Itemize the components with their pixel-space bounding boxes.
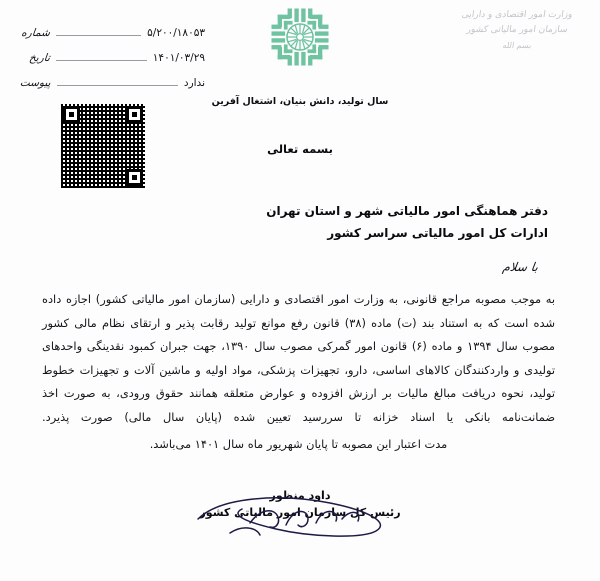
signature-block (0, 487, 600, 567)
ministry-line-3: بسم الله (501, 40, 533, 50)
invocation: بسمه تعالی (267, 142, 333, 156)
ministry-line-1: وزارت امور اقتصادی و دارایی (461, 10, 574, 20)
registry-value-attachment: ندارد (183, 77, 205, 89)
registry-fields (20, 14, 205, 89)
registry-row-number (20, 14, 205, 39)
registry-label-number: شماره (20, 27, 51, 39)
letter-body (42, 288, 555, 456)
signatory-title: رئیس کل سازمان امور مالیاتی کشور (199, 506, 401, 520)
qr-finder-top-right (63, 106, 80, 123)
registry-row-attachment (20, 64, 205, 89)
registry-label-attachment: پیوست (19, 77, 52, 89)
body-paragraph-2: مدت اعتبار این مصوبه تا پایان شهریور ماه سال ۱۴۰۱ می‌باشد. (149, 437, 448, 452)
registry-rule (57, 74, 178, 86)
qr-code-icon (61, 104, 145, 188)
addressee-line-2: ادارات کل امور مالیاتی سراسر کشور (327, 226, 548, 241)
year-slogan: سال تولید، دانش بنیان، اشتغال آفرین (211, 96, 389, 107)
greeting: با سلام (501, 260, 539, 275)
body-paragraph-1: به موجب مصوبه مراجع قانونی، به وزارت امور اقتصادی و دارایی (سازمان امور مالیاتی کشور) اجازه داده شده است که به استناد بند (ت) ماده (۳۸) قانون رفع موانع تولید رقابت پذیر و ارتقای نظام مالی کشور مصوب سال ۱۳۹۴ و ماده (۶) قانون امور گمرکی مصوب سال ۱۳۹۰، جهت جبران کمبود نقدینگی واحدهای تولیدی و واردکنندگان کالاهای اساسی، دارو، تجهیزات پزشکی، مواد اولیه و ماشین آلات و تجهیزات خطوط تولید، نحوه دریافت مبالغ مالیات بر ارزش افزوده و عوارض متعلقه همانند حقوق ورودی، به صورت اخذ ضمانت‌نامه بانکی یا اسناد خزانه تا سررسید تعیین شده (پایان سال مالی) صورت پذیرد. (42, 292, 555, 424)
registry-value-number: ۵/۲۰۰/۱۸۰۵۳ (147, 27, 205, 39)
letterhead (0, 0, 600, 120)
registry-row-date (20, 39, 205, 64)
registry-rule (56, 49, 147, 61)
ministry-line-2: سازمان امور مالیاتی کشور (465, 24, 569, 35)
addressee-block (52, 200, 548, 244)
qr-finder-bottom-left (126, 169, 143, 186)
registry-label-date: تاریخ (28, 52, 51, 64)
registry-value-date: ۱۴۰۱/۰۳/۲۹ (152, 52, 205, 64)
signatory-name: داود منظور (269, 488, 331, 502)
registry-rule (56, 24, 141, 36)
addressee-line-1: دفتر هماهنگی امور مالیاتی شهر و استان تهران (266, 204, 548, 218)
qr-finder-top-left (126, 106, 143, 123)
